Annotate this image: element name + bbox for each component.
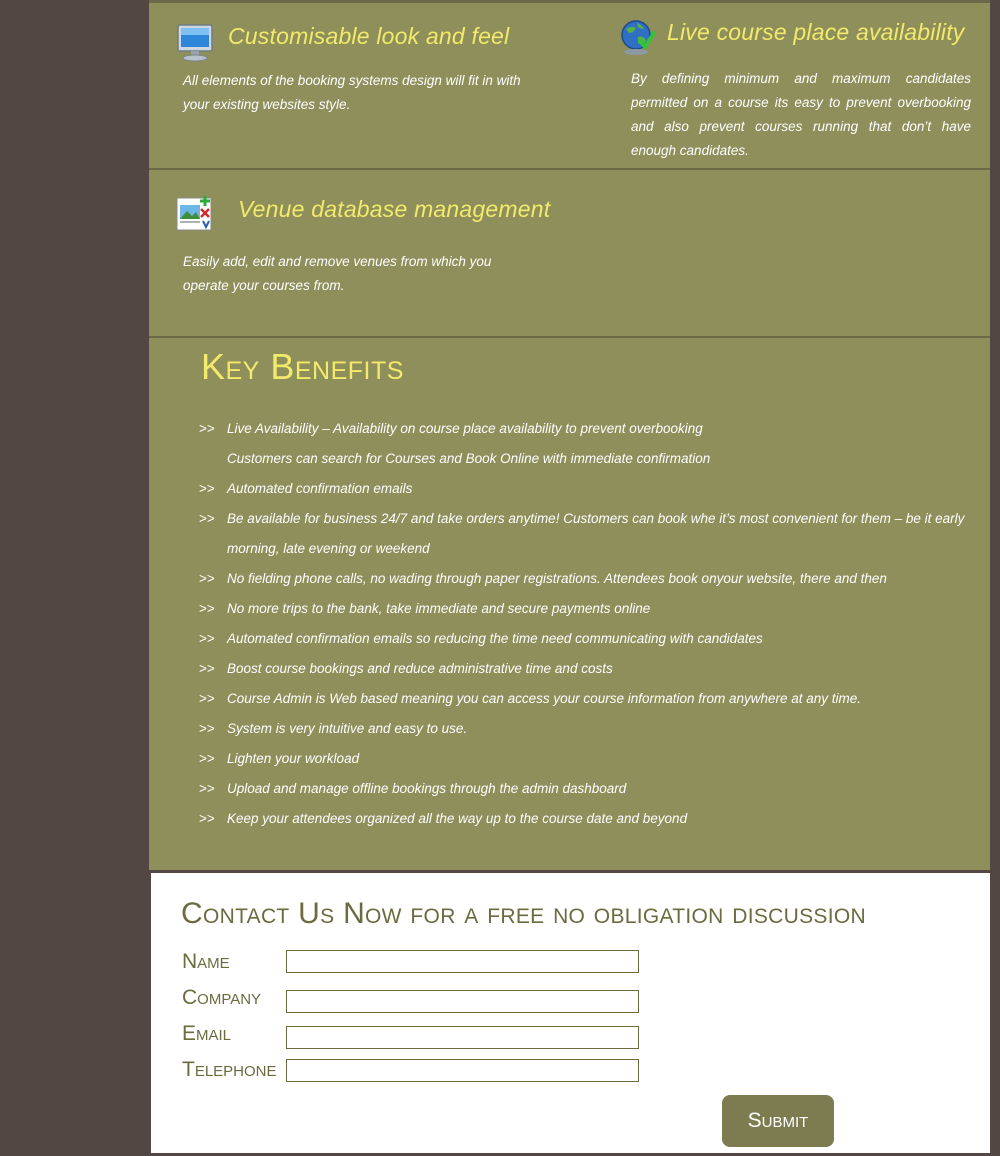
telephone-label: Telephone [182,1058,277,1081]
benefit-text: Live Availability – Availability on course place availability to prevent overbooking [227,421,703,436]
company-label: Company [182,986,262,1009]
bullet-marker: >> [199,481,215,496]
feature-title-availability: Live course place availability [667,19,965,45]
benefit-text: Customers can search for Courses and Book Online with immediate confirmation [227,451,711,466]
benefit-text: Course Admin is Web based meaning you can access your course information from anywhere at any time. [227,691,862,706]
benefit-text: Keep your attendees organized all the way up to the course date and beyond [227,811,688,826]
benefit-item [199,804,979,834]
benefit-item [199,774,979,804]
name-input[interactable] [286,950,639,973]
benefit-text: Automated confirmation emails so reducing the time need communicating with candidates [227,631,763,646]
benefit-item [199,444,979,474]
monitor-icon [176,23,214,68]
bullet-marker: >> [199,631,215,646]
benefit-item [199,414,979,444]
benefit-text: System is very intuitive and easy to use. [227,721,468,736]
feature-text-customise: All elements of the booking systems design will fit in with your existing websites style. [183,73,521,112]
features-row-venue [149,170,990,338]
contact-heading: Contact Us Now for a free no obligation discussion [181,897,866,930]
benefit-item [199,714,979,744]
key-benefits-title: Key Benefits [201,346,404,387]
bullet-marker: >> [199,781,215,796]
benefit-text: Be available for business 24/7 and take orders anytime! Customers can book whe it’s most convenient for them – be it early morning, late evening or weekend [227,511,965,556]
benefit-text: Upload and manage offline bookings through the admin dashboard [227,781,627,796]
telephone-input[interactable] [286,1059,639,1082]
benefit-item [199,474,979,504]
feature-title-venue: Venue database management [238,196,551,222]
benefit-item [199,624,979,654]
features-row-top [149,0,990,170]
feature-text-availability: By defining minimum and maximum candidates permitted on a course its easy to prevent overbooking and also prevent courses running that don’t have enough candidates. [631,71,971,158]
benefit-item [199,654,979,684]
image-edit-icon [176,195,212,236]
company-input[interactable] [286,990,639,1013]
bullet-marker: >> [199,661,215,676]
email-input[interactable] [286,1026,639,1049]
benefit-item [199,564,979,594]
bullet-marker: >> [199,721,215,736]
key-benefits-section [149,338,990,870]
bullet-marker: >> [199,601,215,616]
benefit-text: No more trips to the bank, take immediate and secure payments online [227,601,651,616]
bullet-marker: >> [199,811,215,826]
benefit-item [199,744,979,774]
bullet-marker: >> [199,511,215,526]
email-label: Email [182,1022,232,1045]
bullet-marker: >> [199,571,215,586]
benefit-item [199,594,979,624]
submit-button[interactable]: Submit [722,1095,834,1147]
benefit-item [199,684,979,714]
bullet-marker: >> [199,691,215,706]
name-label: Name [182,950,230,973]
feature-text-venue: Easily add, edit and remove venues from which you operate your courses from. [183,254,492,293]
bullet-marker: >> [199,421,215,436]
globe-check-icon [620,19,656,62]
benefit-item [199,504,979,564]
benefit-text: Lighten your workload [227,751,360,766]
benefit-text: Automated confirmation emails [227,481,413,496]
contact-form [151,873,990,1153]
bullet-marker: >> [199,751,215,766]
benefit-text: Boost course bookings and reduce administrative time and costs [227,661,613,676]
benefit-text: No fielding phone calls, no wading through paper registrations. Attendees book onyour website, there and then [227,571,887,586]
feature-title-customise: Customisable look and feel [228,23,510,49]
key-benefits-list [199,414,979,834]
